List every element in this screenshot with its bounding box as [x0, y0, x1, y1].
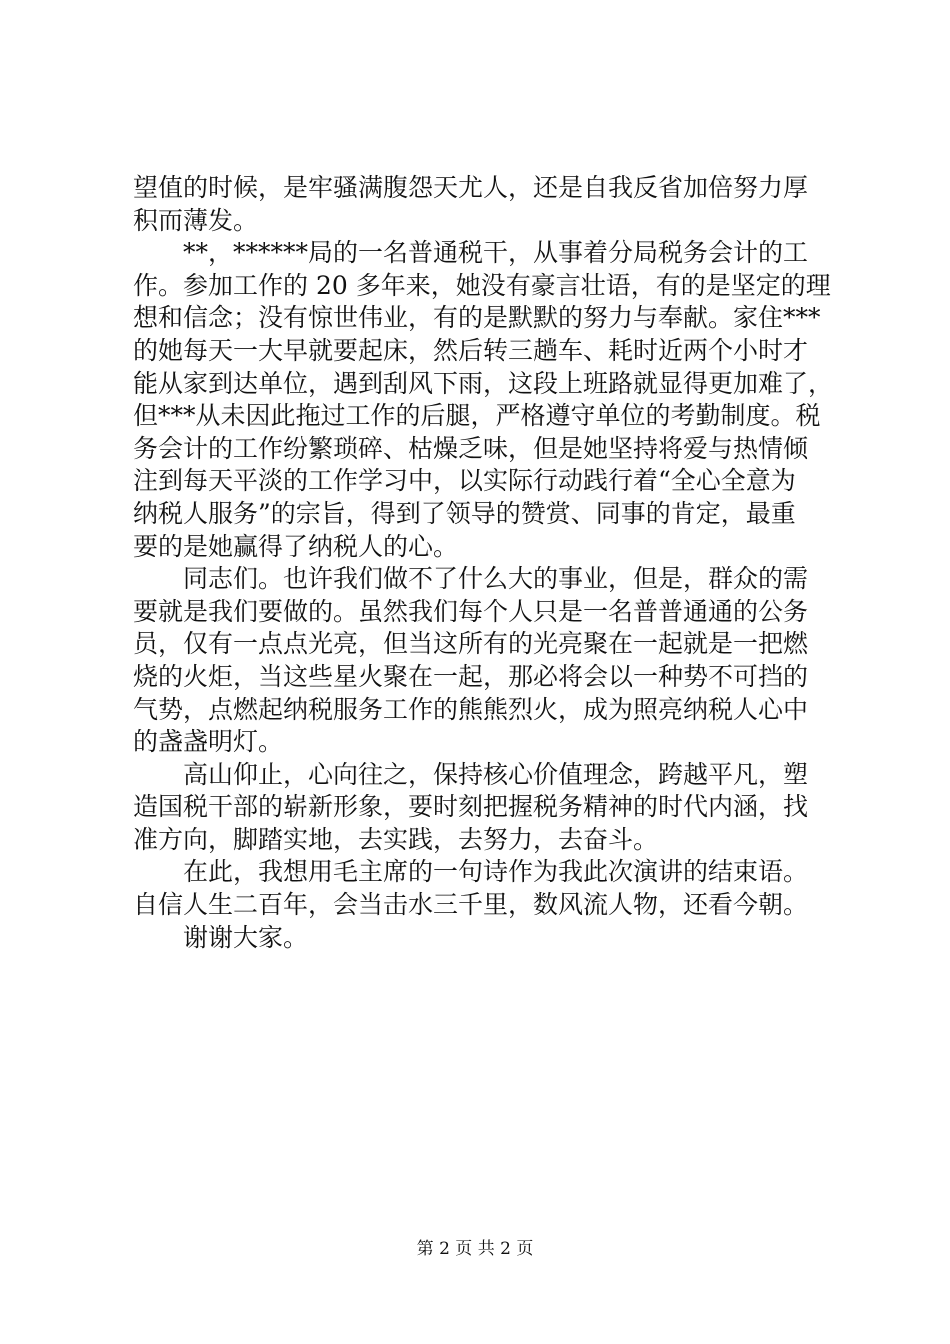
text-line: 望值的时候，是牢骚满腹怨天尤人，还是自我反省加倍努力厚	[133, 173, 809, 202]
text-line: 气势，点燃起纳税服务工作的熊熊烈火，成为照亮纳税人心中	[133, 694, 809, 724]
text-line: 能从家到达单位，遇到刮风下雨，这段上班路就显得更加难了，	[133, 368, 834, 398]
paragraph-start-line: 在此，我想用毛主席的一句诗作为我此次演讲的结束语。	[183, 857, 809, 887]
paragraph-start-line: 谢谢大家。	[183, 922, 309, 952]
text-line: 的盏盏明灯。	[133, 727, 284, 757]
text-line: 造国税干部的崭新形象，要时刻把握税务精神的时代内涵，找	[133, 792, 809, 822]
text-line: 务会计的工作纷繁琐碎、枯燥乏味，但是她坚持将爱与热情倾	[133, 433, 809, 463]
paragraph-start-line: 同志们。也许我们做不了什么大的事业，但是，群众的需	[183, 564, 809, 594]
text-line: 作。参加工作的 20 多年来，她没有豪言壮语，有的是坚定的理	[133, 270, 831, 300]
text-line: 自信人生二百年，会当击水三千里，数风流人物，还看今朝。	[133, 890, 809, 920]
text-line: 的她每天一大早就要起床，然后转三趟车、耗时近两个小时才	[133, 335, 809, 365]
text-line: 烧的火炬，当这些星火聚在一起，那必将会以一种势不可挡的	[133, 661, 809, 691]
document-body	[133, 172, 833, 954]
text-line: 纳税人服务”的宗旨，得到了领导的赞赏、同事的肯定，最重	[133, 498, 796, 528]
text-line: 要就是我们要做的。虽然我们每个人只是一名普普通通的公务	[133, 596, 809, 626]
paragraph-start-line: 高山仰止，心向往之，保持核心价值理念，跨越平凡，塑	[183, 759, 809, 789]
text-line: 注到每天平淡的工作学习中，以实际行动践行着“全心全意为	[133, 466, 796, 496]
text-line: 准方向，脚踏实地，去实践，去努力，去奋斗。	[133, 824, 659, 854]
paragraph-start-line: **，******局的一名普通税干，从事着分局税务会计的工	[183, 238, 809, 268]
text-line: 要的是她赢得了纳税人的心。	[133, 531, 459, 561]
page-number-footer: 第 2 页 共 2 页	[416, 1239, 534, 1259]
text-line: 员，仅有一点点光亮，但当这所有的光亮聚在一起就是一把燃	[133, 629, 809, 659]
text-line: 但***从未因此拖过工作的后腿，严格遵守单位的考勤制度。税	[133, 401, 821, 431]
text-line: 积而薄发。	[133, 205, 259, 235]
text-line: 想和信念；没有惊世伟业，有的是默默的努力与奉献。家住***	[133, 303, 821, 333]
